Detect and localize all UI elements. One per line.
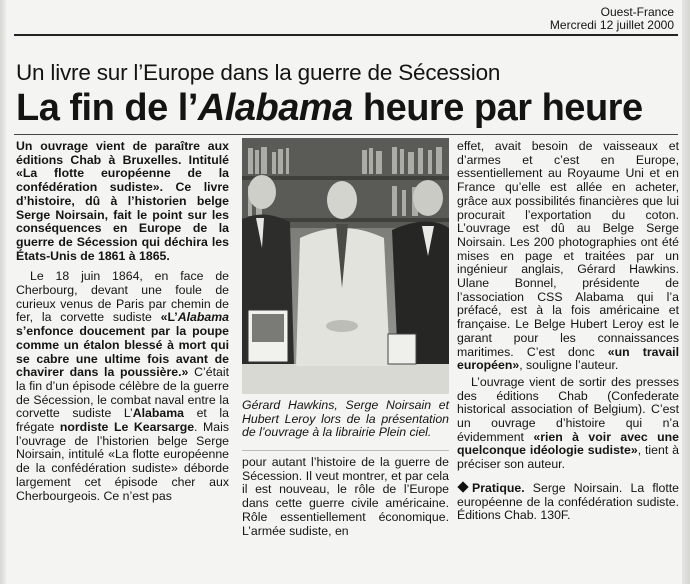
article-kicker: Un livre sur l’Europe dans la guerre de Sécession — [16, 60, 501, 85]
body-paragraph-3 — [457, 140, 679, 373]
body-text: , souligne l’auteur. — [519, 358, 619, 373]
article-photo — [242, 138, 449, 394]
newspaper-name: Ouest-France — [600, 5, 674, 19]
quote-ship-name: Alabama — [177, 310, 229, 325]
body-paragraph-2: pour autant l’histoire de la guerre de Sécession. Il veut montrer, et par cela il est nouveau, le rôle de l’Europe dans cette guerre civile américaine. Rôle essentiellement économique. L’armée sudiste, en — [242, 455, 449, 538]
page-edge-left — [0, 0, 6, 584]
column-3 — [457, 140, 679, 523]
body-text: effet, avait besoin de vaisseaux et d’armes et c’est en Europe, essentiellement au Royaume Uni et en France qu’elle est allée en acheter, grâce aux possibilités financières que lui procurait l’exportation du coton. L’ouvrage est dû au Belge Serge Noirsain. Les 200 photographies ont été mises en page et traitées par un ingénieur anglais, Gérard Hawkins. Ulane Bonnel, présidente de l’association CSS Alabama qui l’a préfacé, est à la fois américaine et française. Le Belge Hubert Leroy est le garant pour les connaissances maritimes. C’est donc — [457, 139, 679, 359]
masthead-rule — [14, 34, 678, 36]
body-text: et la frégate — [16, 406, 229, 435]
column-2 — [242, 456, 449, 538]
body-text: C’était la fin d’un épisode célèbre de la guerre de Sécession, le combat naval entre la corvette sudiste L’ — [16, 365, 229, 421]
quote-open: «L’ — [160, 310, 178, 325]
article-headline — [16, 87, 676, 129]
page-edge-right — [682, 0, 690, 584]
headline-part1: La fin de l’ — [16, 87, 198, 129]
article-lede — [16, 140, 229, 263]
column-1 — [16, 140, 229, 503]
quote-rest: s’enfonce doucement par la poupe comme un étalon blessé à mort qui se cabre une ultime fois avant de chavirer dans la poussière.» — [16, 324, 229, 380]
headline-rule — [14, 134, 678, 135]
photo-image — [242, 138, 449, 394]
body-text: L’ouvrage vient de sortir des presses des éditions Chab (Confederate historical association of Belgium). C’est un ouvrage d’histoire qui n’a évidemment — [457, 374, 679, 444]
diamond-bullet-icon — [457, 481, 468, 492]
caption-rule — [242, 450, 449, 451]
body-text: . Mais l’ouvrage de l’historien belge Serge Noirsain, intitulé «La flotte européenne de la confédération sudiste» déborde largement cet épisode cher aux Cherbourgeois. Ce n’est pas — [16, 420, 230, 503]
photo-caption: Gérard Hawkins, Serge Noirsain et Hubert Leroy lors de la présentation de l’ouvrage à la librairie Plein ciel. — [242, 398, 449, 440]
ship-name-bold: Alabama — [132, 406, 185, 421]
headline-ship-name: Alabama — [197, 87, 353, 129]
issue-date: Mercredi 12 juillet 2000 — [549, 18, 674, 32]
pratique-label: Pratique. — [472, 480, 525, 495]
lede-text: Un ouvrage vient de paraître aux éditions Chab à Bruxelles. Intitulé «La flotte européenne de la confédération sudiste». Ce livre d’histoire, dû à l’historien belge Serge Noirsain, fait le point sur les conséquences en Europe de la guerre de Sécession qui déchira les États-Unis de 1861 à 1865. — [16, 139, 229, 263]
pratique-info — [457, 482, 679, 523]
headline-part2: heure par heure — [352, 87, 643, 129]
ship-name-bold: nordiste Le Kearsarge — [59, 420, 195, 435]
body-text: Le 18 juin 1864, en face de Cherbourg, devant une foule de curieux venus de Paris par chemin de fer, la corvette sudiste — [16, 269, 229, 325]
quote-bold: «un travail européen» — [457, 344, 680, 373]
pratique-text: Serge Noirsain. La flotte européenne de la confédération sudiste. Éditions Chab. 130F. — [457, 480, 679, 523]
quote-bold: «rien à voir avec une quelconque idéologie sudiste» — [457, 429, 679, 458]
body-paragraph-4 — [457, 376, 679, 472]
body-paragraph-1 — [16, 270, 229, 503]
masthead — [550, 6, 674, 32]
body-text: , tient à préciser son auteur. — [457, 443, 679, 472]
